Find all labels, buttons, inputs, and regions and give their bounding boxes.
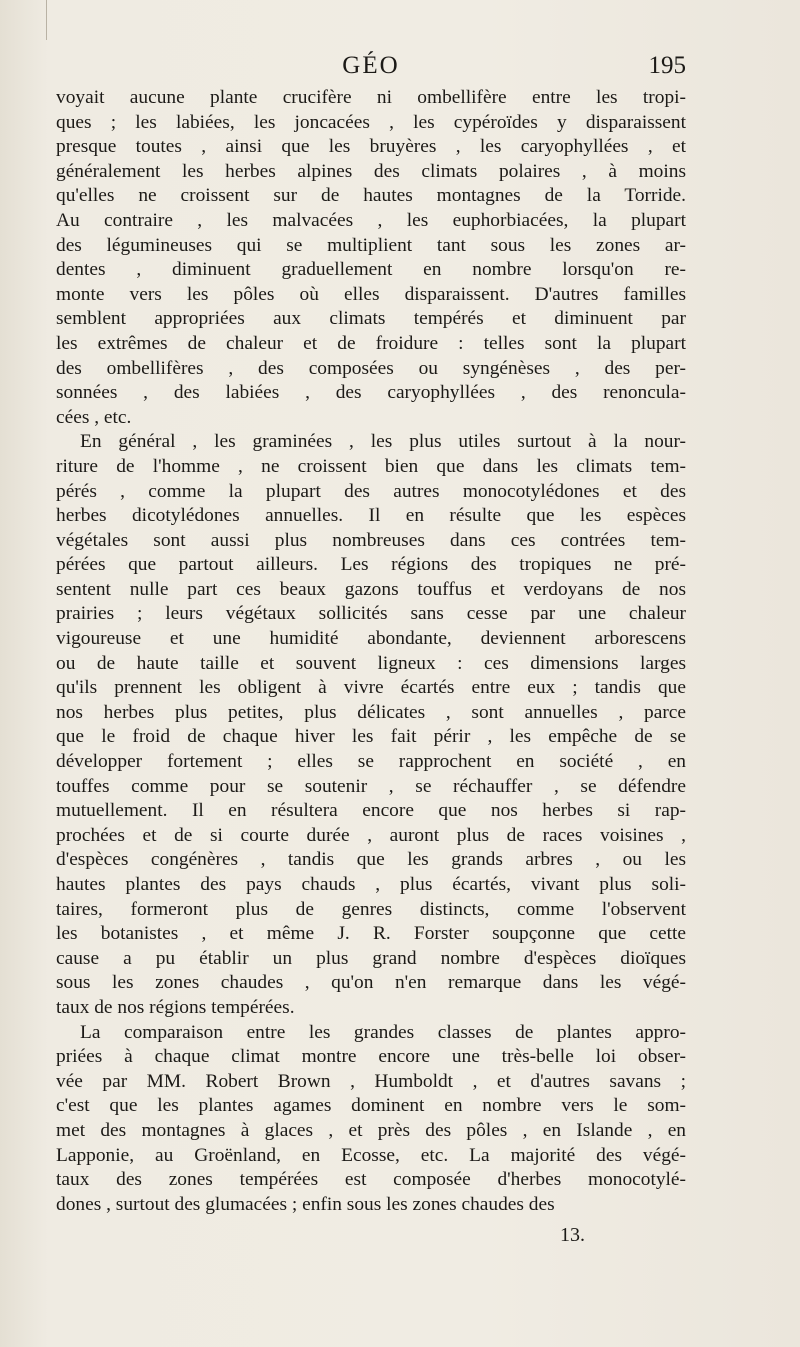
text-line: La comparaison entre les grandes classes de plantes appro-	[80, 1021, 686, 1043]
text-line: ques ; les labiées, les joncacées , les cypéroïdes y disparaissent	[56, 111, 686, 133]
text-line: touffes comme pour se soutenir , se réchauffer , se défendre	[56, 775, 686, 797]
text-line: nos herbes plus petites, plus délicates , sont annuelles , parce	[56, 701, 686, 723]
text-line: taux de nos régions tempérées.	[56, 996, 295, 1018]
text-line: des ombellifères , des composées ou syngénèses , des per-	[56, 357, 686, 379]
text-line: En général , les graminées , les plus utiles surtout à la nour-	[80, 431, 686, 453]
text-line: taux des zones tempérées est composée d'herbes monocotylé-	[56, 1169, 686, 1191]
text-line: hautes plantes des pays chauds , plus écartés, vivant plus soli-	[56, 874, 686, 895]
body-text	[56, 86, 686, 1217]
text-line: des légumineuses qui se multiplient tant sous les zones ar-	[56, 234, 686, 256]
page-number: 195	[648, 52, 686, 79]
text-line: prairies ; leurs végétaux sollicités sans cesse par une chaleur	[56, 603, 686, 625]
text-line: priées à chaque climat montre encore une très-belle loi obser-	[56, 1046, 686, 1068]
text-line: sentent nulle part ces beaux gazons touffus et verdoyans de nos	[56, 578, 686, 600]
text-line: d'espèces congénères , tandis que les grands arbres , ou les	[56, 849, 686, 871]
text-line: cées , etc.	[56, 406, 132, 428]
text-line: les botanistes , et même J. R. Forster soupçonne que cette	[56, 923, 686, 945]
text-line: riture de l'homme , ne croissent bien que dans les climats tem-	[56, 455, 686, 477]
text-line: ou de haute taille et souvent ligneux : ces dimensions larges	[56, 652, 686, 674]
text-line: végétales sont aussi plus nombreuses dans ces contrées tem-	[56, 529, 686, 551]
text-line: vigoureuse et une humidité abondante, deviennent arborescens	[56, 628, 686, 650]
text-line: mutuellement. Il en résultera encore que nos herbes si rap-	[56, 800, 686, 822]
text-line: sonnées , des labiées , des caryophyllées , des renoncula-	[56, 382, 686, 404]
signature-mark: 13.	[560, 1224, 585, 1246]
text-line: qu'ils prennent les obligent à vivre écartés entre eux ; tandis que	[56, 677, 686, 699]
paragraph	[56, 1021, 686, 1218]
text-line: prochées et de si courte durée , auront plus de races voisines ,	[56, 824, 686, 846]
text-line: pérés , comme la plupart des autres monocotylédones et des	[56, 480, 686, 502]
text-line: Lapponie, au Groënland, en Ecosse, etc. La majorité des végé-	[56, 1144, 686, 1166]
text-line: généralement les herbes alpines des climats polaires , à moins	[56, 160, 686, 182]
paragraph	[56, 430, 686, 1020]
running-head: GÉO	[342, 52, 400, 79]
text-line: cause a pu établir un plus grand nombre d'espèces dioïques	[56, 947, 686, 969]
text-line: taires, formeront plus de genres distincts, comme l'observent	[56, 898, 686, 920]
text-line: semblent appropriées aux climats tempérés et diminuent par	[56, 308, 686, 330]
text-line: sous les zones chaudes , qu'on n'en remarque dans les végé-	[56, 972, 686, 994]
text-line: les extrêmes de chaleur et de froidure : telles sont la plupart	[56, 332, 686, 354]
text-line: monte vers les pôles où elles disparaissent. D'autres familles	[56, 283, 686, 305]
text-line: vée par MM. Robert Brown , Humboldt , et d'autres savans ;	[56, 1070, 686, 1092]
text-line: met des montagnes à glaces , et près des pôles , en Islande , en	[56, 1119, 686, 1141]
text-line: développer fortement ; elles se rapprochent en société , en	[56, 751, 686, 773]
text-line: que le froid de chaque hiver les fait périr , les empêche de se	[56, 726, 686, 748]
text-line: qu'elles ne croissent sur de hautes montagnes de la Torride.	[56, 185, 686, 207]
text-line: voyait aucune plante crucifère ni ombellifère entre les tropi-	[56, 87, 686, 108]
page-header	[56, 52, 686, 86]
text-line: dentes , diminuent graduellement en nombre lorsqu'on re-	[56, 259, 686, 281]
page-edge-line	[46, 0, 47, 40]
text-line: presque toutes , ainsi que les bruyères , les caryophyllées , et	[56, 136, 686, 158]
text-line: herbes dicotylédones annuelles. Il en résulte que les espèces	[56, 505, 686, 527]
text-line: Au contraire , les malvacées , les euphorbiacées, la plupart	[56, 209, 686, 231]
text-line: c'est que les plantes agames dominent en nombre vers le som-	[56, 1095, 686, 1117]
paragraph	[56, 86, 686, 430]
text-line: pérées que partout ailleurs. Les régions des tropiques ne pré-	[56, 554, 686, 576]
text-line: dones , surtout des glumacées ; enfin sous les zones chaudes des	[56, 1193, 555, 1215]
